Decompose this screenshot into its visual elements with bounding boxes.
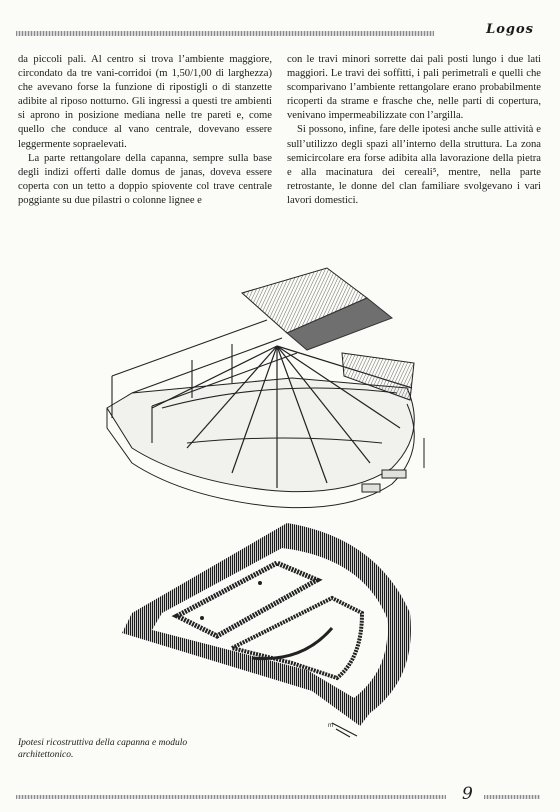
- hut-reconstruction-figure: [92, 258, 452, 748]
- paragraph: da piccoli pali. Al centro si trova l’ambiente maggiore, circondato da tre vani-corridoi (m 1,50/1,00 di larghezza) che avevano forse la funzione di ripostigli o di stanzette adibite al riposo notturno. Gli ingressi a questi tre ambienti si aprono in posizione mediana nelle tre pareti e, come quello che conduce al vano centrale, dovevano essere leggermente sopraelevati.: [18, 54, 272, 150]
- text-column-right: [287, 53, 541, 208]
- paragraph: con le travi minori sorrette dai pali posti lungo i due lati maggiori. Le travi dei soffitti, i pali perimetrali e quelli che scomparivano l’ambiente rettangolare erano probabilmente ricoperti da strame e frasche che, nelle parti di copertura, venivano impermeabilizzate con l’argilla.: [287, 54, 541, 122]
- running-header-title: Logos: [486, 22, 534, 37]
- paragraph: La parte rettangolare della capanna, sempre sulla base degli indizi offerti dalle domus de janas, doveva essere coperta con un tetto a doppio spiovente col trave centrale poggiante su due pilastri o colonne lignee e: [18, 152, 272, 206]
- header-rule: [16, 31, 434, 36]
- page-number: 9: [462, 784, 473, 804]
- paragraph: Si possono, infine, fare delle ipotesi anche sulle attività e sull’utilizzo degli spazi all’interno della struttura. La zona semicircolare era forse adibita alla lavorazione della pietra e alla macinatura dei cereali⁵, mentre, nella parte retrostante, le donne del clan familiare svolgevano i vari lavori domestici.: [287, 124, 541, 206]
- text-column-left: [18, 53, 272, 208]
- svg-text:m: m: [328, 723, 333, 729]
- footer-rule: [16, 795, 446, 799]
- footer-rule-right: [484, 795, 540, 799]
- figure-caption: Ipotesi ricostruttiva della capanna e modulo architettonico.: [18, 738, 188, 760]
- floor-plan-drawing: [122, 523, 411, 737]
- axonometric-hut-drawing: [107, 268, 424, 508]
